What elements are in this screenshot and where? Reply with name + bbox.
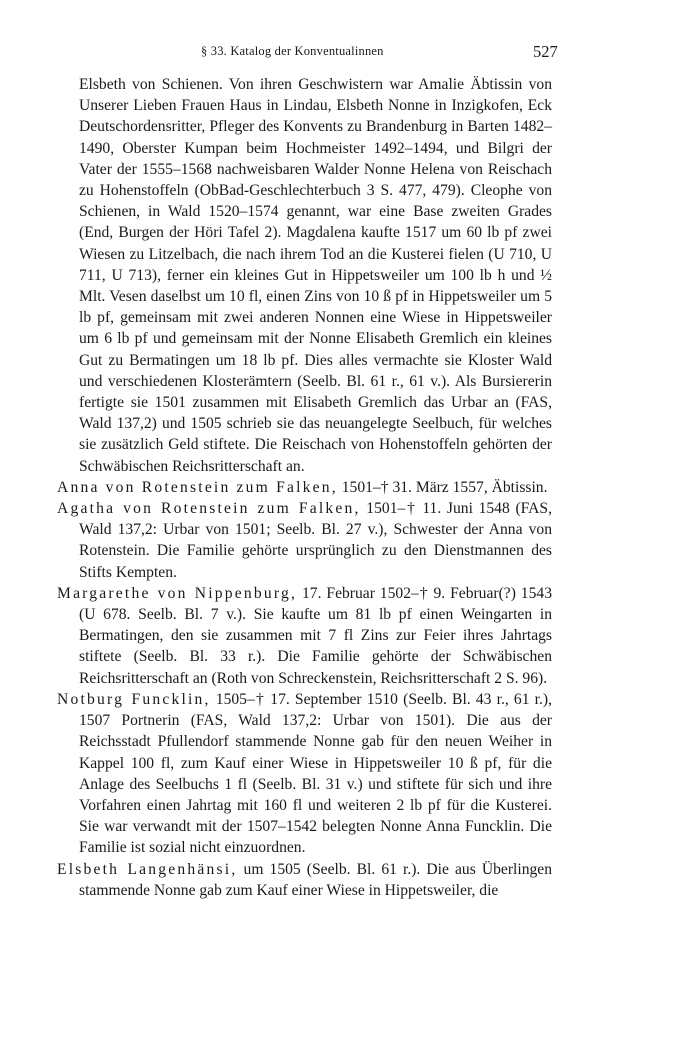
entry-name: Notburg Funcklin, — [57, 690, 211, 708]
catalog-entry — [57, 498, 552, 583]
entry-name: Agatha von Rotenstein zum Falken, — [57, 500, 361, 518]
catalog-entry — [57, 583, 552, 689]
entry-text: 1501–† 11. Juni 1548 (FAS, Wald 137,2: Urbar von 1501; Seelb. Bl. 27 v.), Schwester der Anna von Rotenstein. Die Familie gehörte ursprünglich zu den Dienstmannen des Stifts Kempten. — [79, 500, 552, 581]
continuation-paragraph: Elsbeth von Schienen. Von ihren Geschwistern war Amalie Äbtissin von Unserer Lieben Frauen Haus in Lindau, Elsbeth Nonne in Inzigkofen, Eck Deutschordensritter, Pfleger des Konvents zu Brandenburg in Barten 1482–1490, Oberster Kumpan beim Hochmeister 1492–1494, und Bilgri der Vater der 1555–1568 nachweisbaren Walder Nonne Helena von Reischach zu Hohenstoffeln (ObBad-Geschlechterbuch 3 S. 477, 479). Cleophe von Schienen, in Wald 1520–1574 genannt, war eine Base zweiten Grades (End, Burgen der Höri Tafel 2). Magdalena kaufte 1517 um 60 lb pf zwei Wiesen zu Litzelbach, die nach ihrem Tod an die Kusterei fielen (U 710, U 711, U 713), ferner ein kleines Gut in Hippetsweiler um 100 lb h und ½ Mlt. Vesen daselbst um 10 fl, einen Zins von 10 ß pf in Hippetsweiler um 5 lb pf, gemeinsam mit zwei anderen Nonnen eine Wiese in Hippetsweiler um 6 lb pf und gemeinsam mit der Nonne Elisabeth Gremlich ein kleines Gut zu Bermatingen um 18 lb pf. Dies alles vermachte sie Kloster Wald und verschiedenen Klosterämtern (Seelb. Bl. 61 r., 61 v.). Als Bursiererin fertigte sie 1501 zusammen mit Elisabeth Gremlich das Urbar an (FAS, Wald 137,2) und 1505 schrieb sie das neuangelegte Seelbuch, für welches sie zusätzlich Geld stiftete. Die Reischach von Hohenstoffeln gehörten der Schwäbischen Reichsritterschaft an. — [79, 76, 552, 475]
entry-name: Margarethe von Nippenburg, — [57, 584, 298, 602]
entry-text: 1505–† 17. September 1510 (Seelb. Bl. 43 r., 61 r.), 1507 Portnerin (FAS, Wald 137,2: Urbar von 1501). Die aus der Reichsstadt Pfullendorf stammende Nonne gab für den neuen Weiher in Kappel 100 fl, zum Kauf einer Wiese in Hippetsweiler 10 ß pf, für die Anlage des Seelbuchs 1 fl (Seelb. Bl. 31 v.) und stiftete für sich und ihre Vorfahren einen Jahrtag mit 160 fl und weiteren 2 lb pf für die Kusterei. Sie war verwandt mit der 1507–1542 belegten Nonne Anna Funcklin. Die Familie ist sozial nicht einzuordnen. — [79, 690, 552, 857]
catalog-entry — [57, 859, 552, 901]
catalog-entry — [57, 477, 552, 498]
page-number: 527 — [533, 42, 558, 61]
page-header — [0, 42, 700, 66]
running-title: § 33. Katalog der Konventualinnen — [201, 44, 384, 58]
entry-name: Elsbeth Langenhänsi, — [57, 860, 238, 878]
entry-name: Anna von Rotenstein zum Falken, — [57, 478, 338, 496]
catalog-entry — [57, 689, 552, 859]
entry-text: 1501–† 31. März 1557, Äbtissin. — [337, 478, 548, 496]
entry-text: 17. Februar 1502–† 9. Februar(?) 1543 (U 678. Seelb. Bl. 7 v.). Sie kaufte um 81 lb pf einen Weingarten in Bermatingen, den sie zusammen mit 7 fl Zins zur Feier ihres Jahrtags stiftete (Seelb. Bl. 33 r.). Die Familie gehörte der Schwäbischen Reichsritterschaft an (Roth von Schreckenstein, Reichsritterschaft 2 S. 96). — [79, 584, 552, 687]
body-text — [57, 74, 552, 901]
entry-text: um 1505 (Seelb. Bl. 61 r.). Die aus Überlingen stammende Nonne gab zum Kauf einer Wiese in Hippetsweiler, die — [79, 860, 553, 899]
